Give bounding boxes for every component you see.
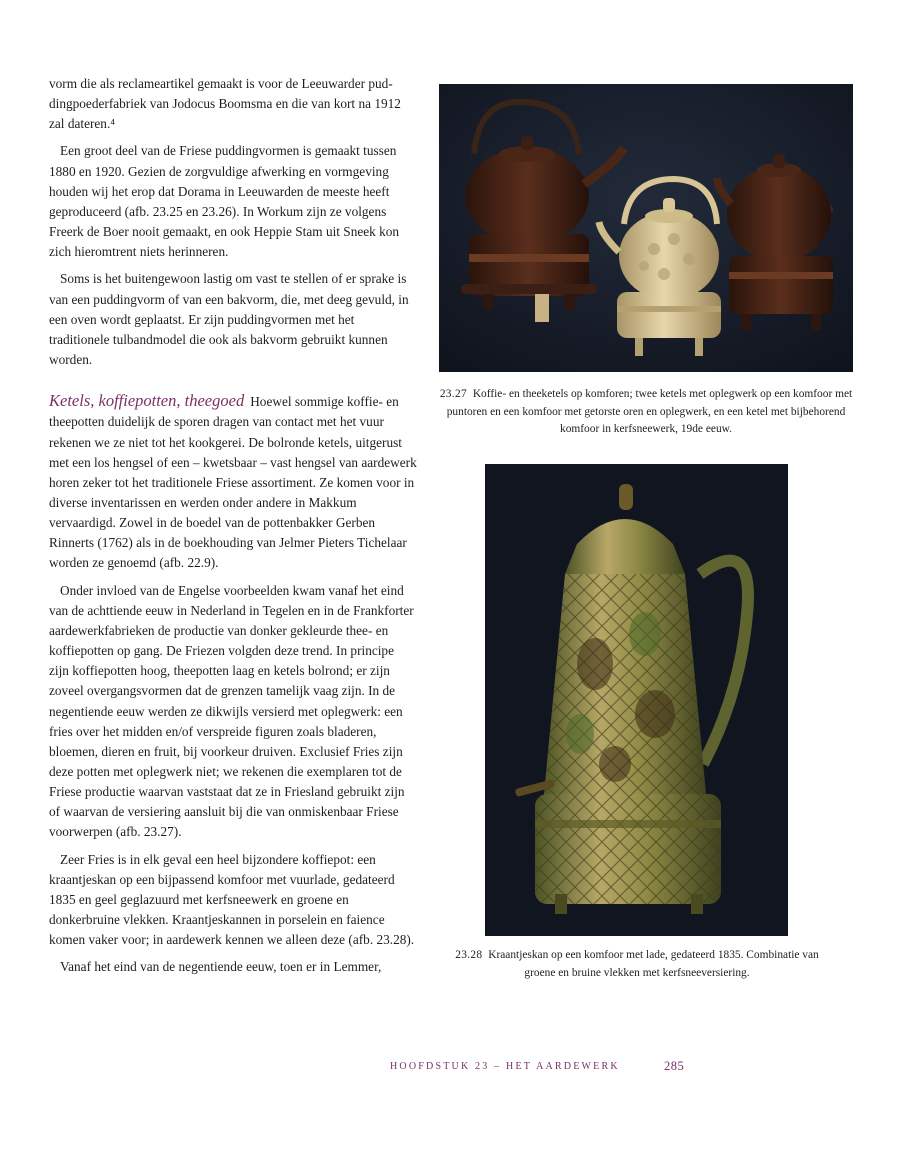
page-footer [0, 1061, 900, 1079]
figure-23-28-photo [485, 464, 788, 936]
body-paragraph: vorm die als reclameartikel gemaakt is voor de Leeuwarder pud-dingpoederfabriek van Jodocus Boomsma en die van kort na 1912 zal dateren.⁴ [49, 76, 401, 132]
figure-number: 23.27 [439, 388, 467, 400]
figure-caption-text: Koffie- en theeketels op komforen; twee ketels met oplegwerk op een komfoor met puntoren en een komfoor met getorste oren en oplegwerk, en een ketel met bijbehorend komfoor in kerfsneewerk, 19de eeuw. [446, 388, 853, 435]
body-paragraph: Een groot deel van de Friese puddingvormen is gemaakt tussen 1880 en 1920. Gezien de zorgvuldige afwerking en vormgeving houden wij het erop dat Dorama in Leeuwarden de meeste heeft geproduceerd (afb. 23.25 en 23.26). In Workum zijn ze volgens Freerk de Boer nooit gemaakt, en ook Heppie Stam uit Sneek kon zich hieromtrent niets herinneren. [49, 143, 400, 260]
body-paragraph: Zeer Fries is in elk geval een heel bijzondere koffiepot: een kraantjeskan op een bijpassend komfoor met vuurlade, gedateerd 1835 en geel geglazuurd met kerfsneewerk en groene en donkerbruine vlekken. Kraantjeskannen in porselein en faience komen vaker voor; in aardewerk kennen we alleen deze (afb. 23.28). [49, 851, 415, 948]
body-paragraph: Soms is het buitengewoon lastig om vast te stellen of er sprake is van een puddingvorm of van een bakvorm, die, met deeg gevuld, in een oven wordt geplaatst. Er zijn puddingvormen met het traditionele tulbandmodel die ook als bakvorm gebruikt kunnen worden. [49, 271, 409, 368]
running-head: HOOFDSTUK 23 – HET AARDEWERK [390, 1061, 620, 1072]
figure-caption-text: Kraantjeskan op een komfoor met lade, gedateerd 1835. Combinatie van groene en bruine vlekken met kerfsneeversiering. [488, 949, 819, 979]
figure-number: 23.28 [455, 949, 483, 961]
body-paragraph: Onder invloed van de Engelse voorbeelden kwam vanaf het eind van de achttiende eeuw in Nederland in Tegelen en in de Frankforter aardewerkfabrieken de productie van donker gekleurde thee- en koffiepotten op gang. De Friezen volgden deze trend. In principe zijn koffiepotten hoog, theepotten laag en ketels bolrond; er zijn zoveel overgangsvormen dat de grenzen tamelijk vaag zijn. In de negentiende eeuw werden ze dikwijls versierd met oplegwerk: een fries over het midden en/of verspreide figuren zoals bladeren, bloemen, dieren en fruit, bij voorkeur druiven. Exclusief Fries zijn deze potten met oplegwerk niet; we rekenen die exemplaren tot de Friese productie waarvan vaststaat dat ze in Friesland gebruikt zijn of waarvan de versiering aansluit bij die van onmiskenbaar Friese voorwerpen (afb. 23.27). [49, 582, 414, 840]
body-paragraph: Vanaf het eind van de negentiende eeuw, toen er in Lemmer, [60, 959, 382, 975]
section-first-paragraph [49, 391, 417, 573]
figure-23-27-photo [439, 84, 853, 372]
body-paragraph-text: Hoewel sommige koffie- en theepotten duidelijk de sporen dragen van contact met het vuur rekenen we ze niet tot het kookgerei. De bolronde ketels, uitgerust met een los hengsel of een – kwetsbaar – vast hengsel van aardewerk horen zeker tot het traditionele Friese assortiment. Ze komen voor in diverse inventarissen en werden onder andere in Makkum vervaardigd. Zowel in de boedel van de pottenbakker Gerben Rinnerts (1762) als in de boekhouding van Jelmer Pieters Tichelaar worden ze genoemd (afb. 22.9). [49, 394, 417, 571]
figure-23-28-caption [440, 947, 834, 982]
figure-23-27-caption [430, 386, 862, 439]
kettles-illustration [439, 84, 853, 372]
page-number: 285 [664, 1059, 685, 1073]
section-heading: Ketels, koffiepotten, theegoed [49, 391, 245, 411]
kraantjeskan-illustration [485, 464, 788, 936]
body-text-column [49, 74, 417, 978]
